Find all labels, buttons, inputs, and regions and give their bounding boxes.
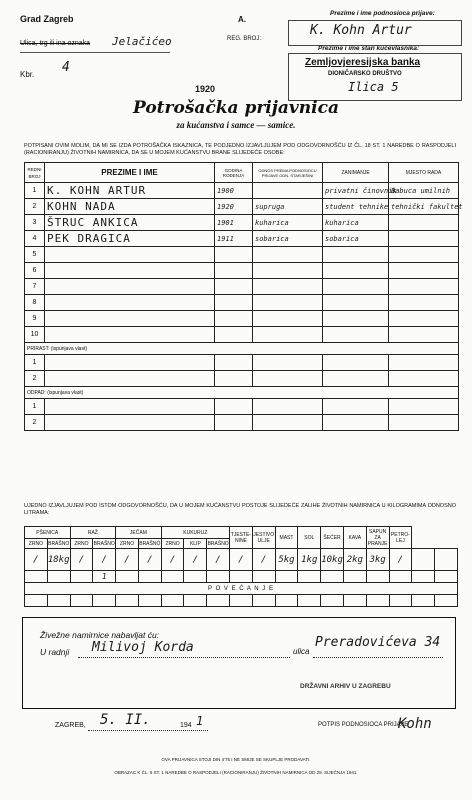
- relation: supruga: [253, 199, 323, 215]
- member-name: ŠTRUC ANKICA: [45, 215, 215, 231]
- relation: [253, 183, 323, 199]
- occupation: privatni činovnik: [323, 183, 389, 199]
- prirast-label-row: [25, 343, 459, 355]
- occupation: [323, 311, 389, 327]
- col-header: PREZIME I IME: [45, 163, 215, 183]
- relation: [253, 295, 323, 311]
- purchase-shop-label: U radnji: [40, 647, 70, 657]
- owner-address: Ilica 5: [348, 80, 399, 94]
- sub-header: ZRNO: [25, 539, 48, 549]
- table-row: [25, 311, 459, 327]
- relation: [253, 311, 323, 327]
- street-underline: [313, 657, 443, 658]
- relation: [253, 327, 323, 343]
- work-place: [389, 311, 459, 327]
- relation: [253, 263, 323, 279]
- member-name: [45, 311, 215, 327]
- value-sol: 1kg: [298, 549, 321, 571]
- work-place: Babuca umilnih: [389, 183, 459, 199]
- row-number: 8: [25, 295, 45, 311]
- work-place: tehnički fakultet: [389, 199, 459, 215]
- table-row: [25, 263, 459, 279]
- value-secer: 10kg: [321, 549, 344, 571]
- occupation: kuharica: [323, 215, 389, 231]
- col-header: ZANIMANJE: [323, 163, 389, 183]
- owner-stamp: Zemljovjeresijska banka: [305, 57, 421, 68]
- member-name: [45, 247, 215, 263]
- row-number: 4: [25, 231, 45, 247]
- value-sapun: 3kg: [366, 549, 389, 571]
- row-number: 5: [25, 247, 45, 263]
- date-value: 5. II.: [100, 712, 151, 728]
- supplies-group-row: [25, 527, 458, 539]
- work-place: [389, 231, 459, 247]
- group-header: TJESTE-NINE: [230, 527, 253, 549]
- owner-stamp-sub: DIONIČARSKO DRUŠTVO: [328, 71, 402, 77]
- city-label: Grad Zagreb: [20, 14, 74, 24]
- birth-year: [215, 279, 253, 295]
- place-label: ZAGREB,: [55, 722, 86, 729]
- footer-note2: OBRAZAC K ČL. 5 ST. 1 NAREDBE O RASPODJELI (RACIONIRANJU) ŽIVOTNIH NAMIRNICA OD 29. SIJEČNJA 1941.: [114, 770, 358, 775]
- date-underline: [88, 730, 208, 731]
- sub-header: BRAŠNO: [93, 540, 115, 547]
- col-header: ODNOS PREMA PODNOSIOCU PRIJAVE ODN. STARJEŠINI: [253, 163, 323, 183]
- row-number: 2: [25, 199, 45, 215]
- member-name: [45, 295, 215, 311]
- birth-year: [215, 295, 253, 311]
- table-row: [25, 399, 459, 415]
- relation: [253, 247, 323, 263]
- purchase-street-label: ulica: [293, 647, 310, 656]
- member-name: [45, 263, 215, 279]
- table-row: [25, 371, 459, 387]
- row-number: 1: [25, 355, 45, 371]
- table-row: [25, 415, 459, 431]
- members-table: [24, 162, 463, 431]
- sub-header: KLIP: [184, 539, 207, 549]
- col-header: GODINA ROĐENJA: [215, 163, 253, 183]
- house-value: 4: [62, 60, 70, 75]
- prirast-label: PRIRAST: (ispunjava vlast): [25, 343, 459, 355]
- group-header: KAVA: [343, 527, 366, 549]
- form-title: Potrošačka prijavnica: [133, 98, 339, 118]
- birth-year: 1911: [215, 231, 253, 247]
- relation: kuharica: [253, 215, 323, 231]
- row-number: 1: [25, 183, 45, 199]
- form-subtitle: za kućanstva i samce — samice.: [176, 120, 296, 130]
- birth-year: 1901: [215, 215, 253, 231]
- applicant-label: Prezime i ime podnosioca prijave:: [330, 10, 435, 17]
- purchase-street: Preradovićeva 34: [315, 635, 441, 650]
- member-name: PEK DRAGICA: [45, 231, 215, 247]
- col-header: REDNI BROJ: [25, 163, 45, 183]
- row-number: 2: [25, 371, 45, 387]
- row-number: 3: [25, 215, 45, 231]
- form-year: 1920: [195, 84, 216, 94]
- povecanje-row: [25, 583, 458, 595]
- supplies-values-row: / 18kg / / / / / / / / / 5kg 1kg 10kg 2kg 3kg /: [25, 549, 458, 571]
- member-name: [45, 327, 215, 343]
- table-row: [25, 327, 459, 343]
- member-name: KOHN NADA: [45, 199, 215, 215]
- group-header: MAST: [275, 527, 298, 549]
- occupation: [323, 279, 389, 295]
- sub-header: ZRNO: [70, 539, 93, 549]
- supplies-marks-row: [25, 571, 458, 583]
- row-number: 7: [25, 279, 45, 295]
- supplies-statement: UJEDNO IZJAVLJUJEM POD ISTOM ODGOVORNOŠĆU, DA U MOJEM KUĆANSTVU POSTOJE SLIJEDEĆE ZALIHE ŽIVOTNIH NAMIRNICA U KILOGRAMIMA ODNOSNO LITRAMA:: [24, 503, 456, 516]
- table-row: [25, 231, 459, 247]
- table-row: [25, 199, 459, 215]
- group-header: SOL: [298, 527, 321, 549]
- relation: sobarica: [253, 231, 323, 247]
- occupation: [323, 295, 389, 311]
- row-number: 1: [25, 399, 45, 415]
- member-name: K. KOHN ARTUR: [45, 183, 215, 199]
- street-value: Jelačićeo: [112, 35, 172, 48]
- reg-label: REG. BROJ:: [227, 36, 262, 42]
- group-header: JESTIVO ULJE: [252, 527, 275, 549]
- sub-header: BRAŠNO: [139, 540, 161, 547]
- povecanje-label: P O V E Ć A N J E: [25, 583, 458, 595]
- group-header: ŠEĆER: [321, 527, 344, 549]
- group-header: PŠENICA: [25, 527, 71, 539]
- col-header: MJESTO RADA: [389, 163, 459, 183]
- occupation: [323, 247, 389, 263]
- purchase-line1: Živežne namirnice nabavljat ću:: [40, 630, 160, 640]
- purchase-shop: Milivoj Korda: [92, 640, 194, 655]
- row2-mark: 1: [93, 571, 116, 583]
- sub-header: ZRNO: [116, 539, 139, 549]
- row-number: 6: [25, 263, 45, 279]
- sub-header: BRAŠNO: [207, 540, 229, 547]
- sub-header: ZRNO: [161, 539, 184, 549]
- group-header: KUKURUZ: [161, 527, 229, 539]
- occupation: [323, 263, 389, 279]
- occupation: sobarica: [323, 231, 389, 247]
- birth-year: [215, 247, 253, 263]
- declaration-text: POTPISANI OVIM MOLIM, DA MI SE IZDA POTROŠAČKA ISKAZNICA, TE PODJEDNO IZJAVLJUJEM POD ODGOVORNOŠĆU IZ ČL. 18 ST. 1 NAREDBE O RASPODJELI (RACIONIRANJU) ŽIVOTNIH NAMIRNICA, DA SE U MOJEM KUĆANSTVU BRANE SLIJEDEĆE OSOBE:: [24, 143, 456, 156]
- work-place: [389, 215, 459, 231]
- member-name: [45, 279, 215, 295]
- year-suffix: 194: [180, 722, 192, 729]
- group-header: PETRO-LEJ: [389, 527, 412, 549]
- table-header-row: [25, 163, 459, 183]
- relation: [253, 279, 323, 295]
- year-digit: 1: [196, 714, 204, 728]
- birth-year: [215, 311, 253, 327]
- work-place: [389, 295, 459, 311]
- work-place: [389, 247, 459, 263]
- table-row: [25, 247, 459, 263]
- occupation: [323, 327, 389, 343]
- form-letter: A.: [238, 15, 246, 24]
- odpad-label-row: [25, 387, 459, 399]
- group-header: RAŽ: [70, 527, 116, 539]
- odpad-label: ODPAD: (ispunjava vlast): [25, 387, 459, 399]
- work-place: [389, 263, 459, 279]
- table-row: [25, 279, 459, 295]
- signature: Kohn: [398, 716, 432, 732]
- value-kava: 2kg: [343, 549, 366, 571]
- shop-underline: [78, 657, 290, 658]
- birth-year: [215, 327, 253, 343]
- value-psenica-brasno: 18kg: [47, 549, 70, 571]
- birth-year: 1900: [215, 183, 253, 199]
- table-row: [25, 355, 459, 371]
- table-row: [25, 183, 459, 199]
- supplies-table: [24, 526, 458, 607]
- owner-label: Prezime i ime stan kućevlasnika:: [318, 45, 420, 52]
- birth-year: [215, 263, 253, 279]
- footer-note1: OVA PRIJAVNICA STOJI DIN 4'75 I NE SMIJE SE SKUPLJE PRODAVATI.: [161, 757, 311, 762]
- row-number: 2: [25, 415, 45, 431]
- supplies-empty-row: [25, 595, 458, 607]
- table-row: [25, 215, 459, 231]
- archive-stamp: DRŽAVNI ARHIV U ZAGREBU: [300, 683, 391, 690]
- group-header: JEČAM: [116, 527, 162, 539]
- birth-year: 1920: [215, 199, 253, 215]
- table-row: [25, 295, 459, 311]
- value-mast: 5kg: [275, 549, 298, 571]
- work-place: [389, 327, 459, 343]
- applicant-value: K. Kohn Artur: [310, 23, 412, 38]
- street-underline: [20, 52, 170, 53]
- house-label: Kbr.: [20, 70, 35, 79]
- sub-header: BRAŠNO: [48, 540, 70, 547]
- street-label: Ulica, trg ili ina oznaka: [20, 40, 91, 47]
- signature-label: POTPIS PODNOSIOCA PRIJAVE: [318, 722, 409, 728]
- work-place: [389, 279, 459, 295]
- occupation: student tehnike: [323, 199, 389, 215]
- row-number: 10: [25, 327, 45, 343]
- group-header: SAPUN ZA PRANJE: [367, 528, 388, 547]
- row-number: 9: [25, 311, 45, 327]
